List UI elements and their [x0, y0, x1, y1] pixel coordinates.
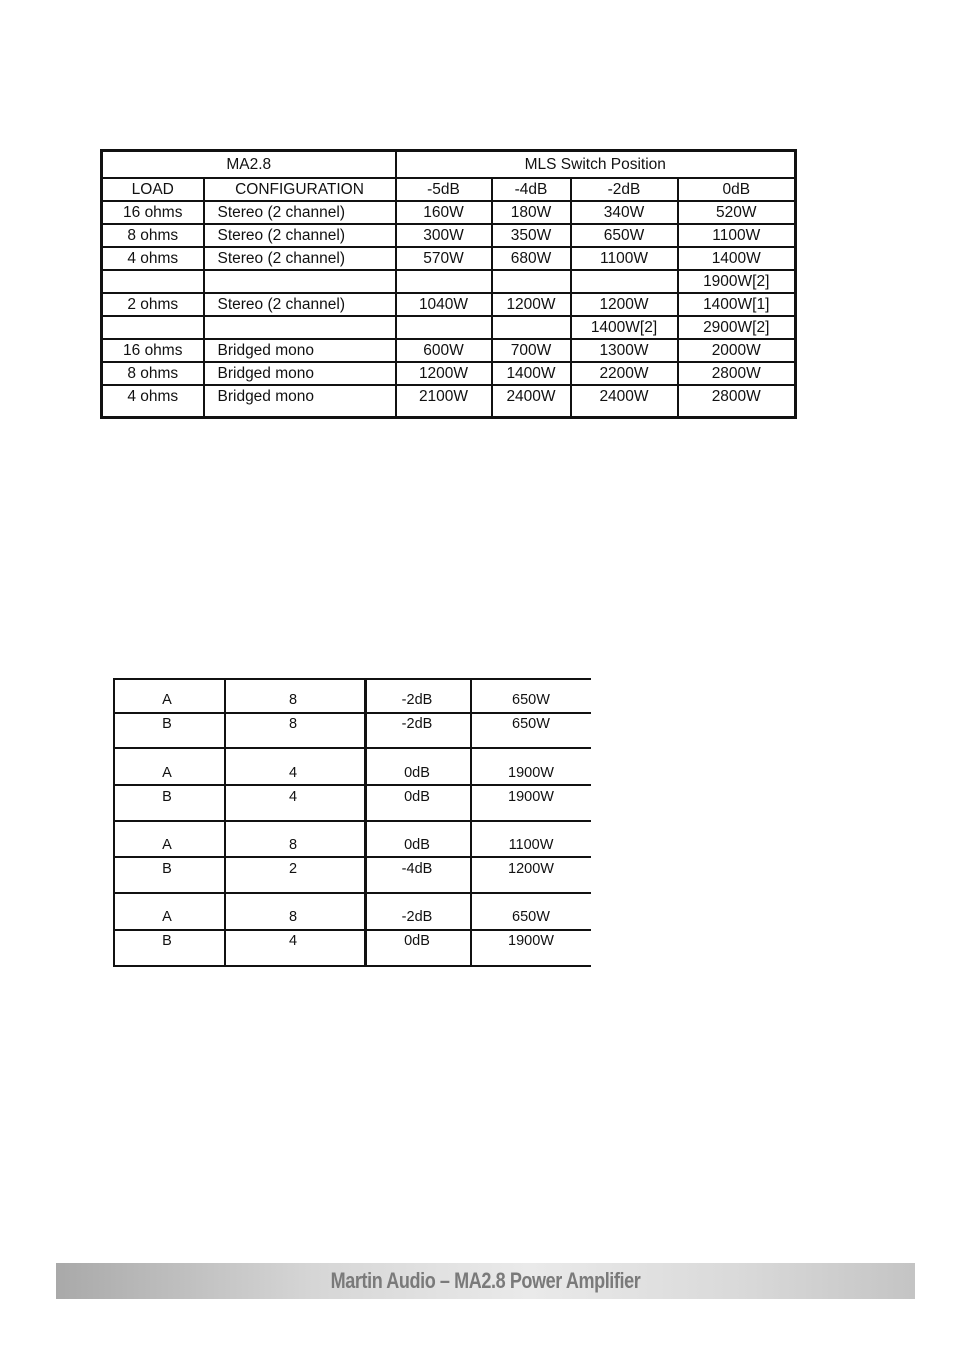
- load-cell: 8: [288, 692, 298, 708]
- power-cell: 520W: [678, 201, 796, 224]
- power-cell: 700W: [492, 339, 571, 362]
- power-cell: 1900W[2]: [678, 270, 796, 293]
- power-cell: 2400W: [571, 385, 678, 418]
- switch-cell: 0dB: [404, 933, 430, 949]
- power-cell: 350W: [492, 224, 571, 247]
- column-header: -5dB: [396, 178, 492, 201]
- table-row: [102, 270, 796, 293]
- channel-cell: B: [162, 933, 172, 949]
- power-cell: [396, 316, 492, 339]
- column-divider: [364, 678, 367, 967]
- channel-cell: B: [162, 716, 172, 732]
- column-header: -2dB: [571, 178, 678, 201]
- footer-banner: [56, 1263, 915, 1299]
- table-row: [102, 385, 796, 418]
- load-cell: 4 ohms: [102, 385, 204, 418]
- power-cell: 650W: [512, 909, 550, 925]
- channel-cell: A: [162, 765, 172, 781]
- row-divider: [113, 784, 591, 786]
- column-header-row: [102, 178, 796, 201]
- power-cell: 2100W: [396, 385, 492, 418]
- row-divider: [113, 712, 591, 714]
- power-cell: 650W: [512, 716, 550, 732]
- configuration-cell: Stereo (2 channel): [204, 247, 396, 270]
- power-cell: 2800W: [678, 362, 796, 385]
- load-cell: 8 ohms: [102, 224, 204, 247]
- column-divider: [470, 678, 472, 967]
- load-cell: 4: [288, 933, 298, 949]
- load-cell: 2: [288, 861, 298, 877]
- power-cell: 1200W: [396, 362, 492, 385]
- power-cell: 1300W: [571, 339, 678, 362]
- configuration-cell: [204, 316, 396, 339]
- power-cell: [571, 270, 678, 293]
- configuration-cell: Bridged mono: [204, 385, 396, 418]
- channel-cell: A: [162, 837, 172, 853]
- switch-cell: -2dB: [401, 692, 433, 708]
- power-cell: 1200W: [492, 293, 571, 316]
- load-cell: 8 ohms: [102, 362, 204, 385]
- column-header: LOAD: [102, 178, 204, 201]
- power-cell: 1100W: [678, 224, 796, 247]
- load-cell: 8: [288, 716, 298, 732]
- configuration-cell: Bridged mono: [204, 362, 396, 385]
- power-cell: 2200W: [571, 362, 678, 385]
- column-header: 0dB: [678, 178, 796, 201]
- footer-title: Martin Audio – MA2.8 Power Amplifier: [330, 1268, 641, 1293]
- load-cell: 4: [288, 765, 298, 781]
- power-cell: 340W: [571, 201, 678, 224]
- power-cell: 1200W: [508, 861, 554, 877]
- power-cell: 1400W: [678, 247, 796, 270]
- row-divider: [113, 678, 591, 680]
- power-cell: 650W: [571, 224, 678, 247]
- column-divider: [113, 678, 115, 967]
- power-cell: [396, 270, 492, 293]
- row-divider: [113, 856, 591, 858]
- row-divider: [113, 820, 591, 822]
- column-divider: [224, 678, 226, 967]
- switch-cell: -2dB: [401, 909, 433, 925]
- power-cell: 2900W[2]: [678, 316, 796, 339]
- power-cell: 680W: [492, 247, 571, 270]
- power-cell: 1900W: [508, 933, 554, 949]
- power-cell: 1400W: [492, 362, 571, 385]
- power-cell: 1040W: [396, 293, 492, 316]
- load-cell: 16 ohms: [102, 339, 204, 362]
- power-cell: [492, 316, 571, 339]
- power-cell: 180W: [492, 201, 571, 224]
- row-divider: [113, 929, 591, 931]
- row-divider: [113, 747, 591, 749]
- table-row: [102, 362, 796, 385]
- load-cell: 4: [288, 789, 298, 805]
- load-cell: [102, 270, 204, 293]
- load-cell: 2 ohms: [102, 293, 204, 316]
- mls-switch-header: MLS Switch Position: [396, 151, 796, 179]
- configuration-cell: Bridged mono: [204, 339, 396, 362]
- table-row: [102, 201, 796, 224]
- row-divider: [113, 965, 591, 967]
- column-header: CONFIGURATION: [204, 178, 396, 201]
- power-cell: 2800W: [678, 385, 796, 418]
- power-cell: 1900W: [508, 765, 554, 781]
- channel-cell: B: [162, 861, 172, 877]
- configuration-cell: Stereo (2 channel): [204, 224, 396, 247]
- configuration-cell: Stereo (2 channel): [204, 201, 396, 224]
- power-cell: 650W: [512, 692, 550, 708]
- channel-combination-table: [113, 678, 591, 967]
- table-row: [102, 339, 796, 362]
- power-cell: 1100W: [508, 837, 554, 853]
- channel-cell: A: [162, 909, 172, 925]
- power-cell: 1400W[2]: [571, 316, 678, 339]
- switch-cell: -2dB: [401, 716, 433, 732]
- table-row: [102, 293, 796, 316]
- load-cell: 4 ohms: [102, 247, 204, 270]
- configuration-cell: [204, 270, 396, 293]
- channel-cell: A: [162, 692, 172, 708]
- channel-cell: B: [162, 789, 172, 805]
- load-cell: [102, 316, 204, 339]
- table-row: [102, 316, 796, 339]
- switch-cell: 0dB: [404, 789, 430, 805]
- power-cell: 2000W: [678, 339, 796, 362]
- power-cell: 2400W: [492, 385, 571, 418]
- power-cell: 1900W: [508, 789, 554, 805]
- power-cell: 1100W: [571, 247, 678, 270]
- power-cell: 570W: [396, 247, 492, 270]
- table-row: [102, 224, 796, 247]
- load-cell: 8: [288, 837, 298, 853]
- power-cell: 1400W[1]: [678, 293, 796, 316]
- model-header: MA2.8: [102, 151, 396, 179]
- power-rating-table: [100, 149, 797, 419]
- power-cell: 600W: [396, 339, 492, 362]
- switch-cell: 0dB: [404, 837, 430, 853]
- column-header: -4dB: [492, 178, 571, 201]
- row-divider: [113, 892, 591, 894]
- load-cell: 8: [288, 909, 298, 925]
- table-row: [102, 247, 796, 270]
- switch-cell: 0dB: [404, 765, 430, 781]
- load-cell: 16 ohms: [102, 201, 204, 224]
- power-cell: [492, 270, 571, 293]
- power-cell: 300W: [396, 224, 492, 247]
- power-cell: 160W: [396, 201, 492, 224]
- power-cell: 1200W: [571, 293, 678, 316]
- switch-cell: -4dB: [401, 861, 433, 877]
- table-header-row: [102, 151, 796, 179]
- configuration-cell: Stereo (2 channel): [204, 293, 396, 316]
